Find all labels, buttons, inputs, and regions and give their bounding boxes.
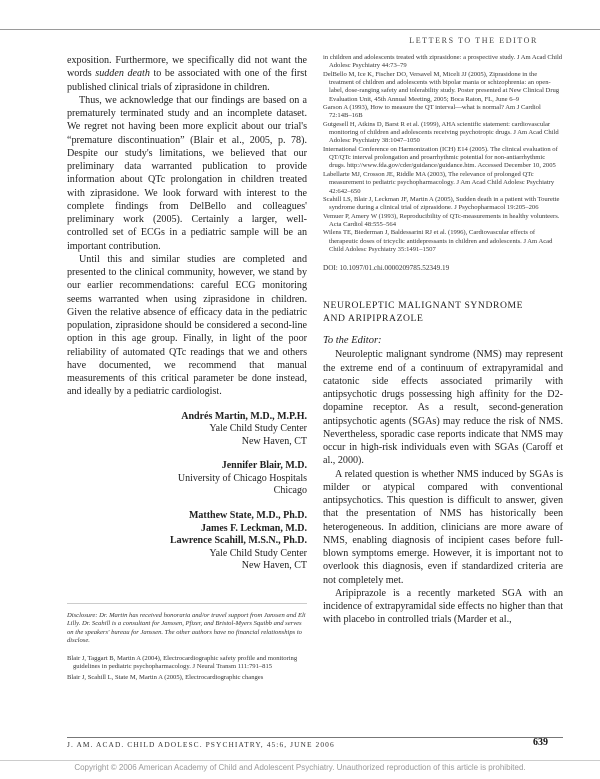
section-title: AND ARIPIPRAZOLE — [323, 312, 424, 324]
reference-item: Vemuer P, Amery W (1993), Reproducibility of QTc-measurements in healthy volunteers. Acta Cardiol 48:555–564 — [323, 212, 560, 228]
reference-item: in children and adolescents treated with ziprasidone: a prospective study. J Am Acad Child Adolesc Psychiatry 44:73–79 — [323, 54, 563, 70]
section-title: NEUROLEPTIC MALIGNANT SYNDROME — [323, 300, 524, 312]
author-name: James F. Leckman, M.D. — [200, 522, 307, 534]
body-paragraph: exposition. Furthermore, we specifically did not want the words sudden death to be associated with one of the first published clinical trials of ziprasidone in children. — [67, 55, 308, 93]
body-paragraph: Neuroleptic malignant syndrome (NMS) may represent the extreme end of a continuum of extrapyramidal and catatonic side effects associated primarily with antipsychotic drugs possessing high affinity for the D2-dopamine receptor. As a result, second-generation antipsychotic agents (SGAs) may reduce the risk of NMS. Nevertheless, sporadic case reports indicate that NMS may occur in high-risk individuals even with SGAs (Caroff et al., 2000). — [323, 349, 563, 467]
header-rule — [0, 29, 600, 30]
author-name: Lawrence Scahill, M.S.N., Ph.D. — [169, 535, 307, 547]
page-number: 639 — [533, 737, 548, 748]
author-name: Matthew State, M.D., Ph.D. — [188, 510, 307, 522]
reference-list — [323, 54, 563, 254]
reference-item: Blair J, Taggart B, Martin A (2004), Electrocardiographic safety profile and monitoring guidelines in pediatric psychopharmacology. J Neural Transm 111:791–815 — [67, 654, 298, 670]
right-column — [323, 54, 563, 627]
signature-block — [67, 411, 307, 574]
author-name: Andrés Martin, M.D., M.P.H. — [181, 410, 307, 422]
doi: DOI: 10.1097/01.chi.0000209785.52349.19 — [323, 264, 450, 273]
copyright-rule — [0, 760, 600, 761]
emphasis: sudden death — [95, 68, 150, 80]
reference-item: Labellarte MJ, Crosson JE, Riddle MA (2003), The relevance of prolonged QTc measurement to pediatric psychopharmacology. J Am Acad Child Adolesc Psychiatry 42:642–650 — [323, 170, 555, 195]
reference-list — [67, 655, 307, 683]
author-location: Chicago — [273, 485, 307, 497]
disclosure-note: Disclosure: Dr. Martin has received honoraria and/or travel support from Janssen and Eli Lilly. Dr. Scahill is a consultant for Janssen, Pfizer, and Bristol-Myers Squibb and serves on the speakers' bureau for Janssen. The other authors have no financial relationships to disclose. — [67, 612, 306, 645]
body-paragraph: Aripiprazole is a recently marketed SGA with an incidence of extrapyramidal side effects no higher than that with placebo in controlled trials (Marder et al., — [323, 587, 563, 626]
body-paragraph: A related question is whether NMS induced by SGAs is milder or atypical compared with conventional antipsychotics. This question is difficult to answer, given that the presentation of NMS has historically been heterogeneous. In addition, clinicians are more aware of NMS, enabling diagnosis of incipient cases before full-blown symptoms emerge. However, it is important not to overlook this diagnosis, even if standardized criteria are not completely met. — [323, 468, 563, 586]
author-name: Jennifer Blair, M.D. — [221, 460, 307, 472]
author-location: New Haven, CT — [241, 560, 307, 572]
journal-footer: J. AM. ACAD. CHILD ADOLESC. PSYCHIATRY, 45:6, JUNE 2006 — [67, 740, 335, 749]
salutation: To the Editor: — [323, 335, 382, 347]
reference-item: Blair J, Scahill L, State M, Martin A (2005), Electrocardiographic changes — [67, 674, 264, 682]
author-affiliation: University of Chicago Hospitals — [177, 472, 307, 484]
left-column — [67, 54, 307, 683]
reference-item: International Conference on Harmonization (ICH) E14 (2005). The clinical evaluation of QT/QTc interval prolongation and proarrhythmic potential for non-antiarrhythmic drugs. http://www.fda.gov/cder/guidance/guidance.htm. Accessed December 10, 2005 — [323, 145, 558, 170]
reference-item: Wilens TE, Biederman J, Baldessarini RJ et al. (1996), Cardiovascular effects of therapeutic doses of tricyclic antidepressants in children and adolescents. J Am Acad Child Adolesc Psychiatry 35:1491–1507 — [323, 229, 553, 253]
reference-item: Gutgesell H, Atkins D, Barst R et al. (1999), AHA scientific statement: cardiovascular monitoring of children and adolescents receiving psychotropic drugs. J Am Acad Child Adolesc Psychiatry 38:1047–1050 — [323, 120, 559, 145]
running-head: LETTERS TO THE EDITOR — [409, 36, 538, 45]
reference-item: DelBello M, Ice K, Fischer DO, Versavel M, Miceli JJ (2005), Ziprasidone in the treatment of children and adolescents with bipolar mania or schizophrenia: an open-label, dose-ranging safety and tolerability study. Poster presented at New Clinical Drug Evaluation Unit, 45th Annual Meeting, 2005; Boca Raton, FL, June 6–9 — [323, 70, 560, 103]
author-location: New Haven, CT — [241, 435, 307, 447]
body-paragraph: Thus, we acknowledge that our findings are based on a prematurely terminated study and an incomplete dataset. We regret not having been more explicit about our trial's “premature discontinuation” (Blair et al., 2005, p. 78). Despite our study's limitations, we believed that our preliminary data warranted publication to provide information about QTc prolongation in children treated with ziprasidone. We look forward with interest to the complete findings from DelBello and colleagues' preliminary work (2005). Certainly a larger, well-controlled set of ECGs in a pediatric sample will be an important contribution. — [67, 94, 307, 252]
copyright-notice: Copyright © 2006 American Academy of Child and Adolescent Psychiatry. Unauthorized reproduction of this article is prohibited. — [74, 763, 526, 772]
author-affiliation: Yale Child Study Center — [209, 423, 307, 435]
reference-item: Garson A (1993), How to measure the QT interval—what is normal? Am J Cardiol 72:14B–16B — [323, 104, 541, 120]
reference-item: Scahill LS, Blair J, Leckman JF, Martin A (2005), Sudden death in a patient with Tourette syndrome during a clinical trial of ziprasidone. J Psychopharmacol 19:205–206 — [323, 195, 560, 212]
footer-rule — [67, 737, 563, 738]
body-paragraph: Until this and similar studies are completed and presented to the clinical community, however, we stand by our earlier recommendations: careful ECG monitoring seems warranted when using ziprasidone in children. Given the relative absence of efficacy data in the pediatric population, ziprasidone should be considered a second-line option in this age group. Finally, in light of the poor reliability of automated QTc readings that we and others have documented, we recommend that manual measurements of this critical parameter be done instead, and ideally by a pediatric cardiologist. — [67, 253, 307, 398]
author-affiliation: Yale Child Study Center — [209, 547, 307, 559]
